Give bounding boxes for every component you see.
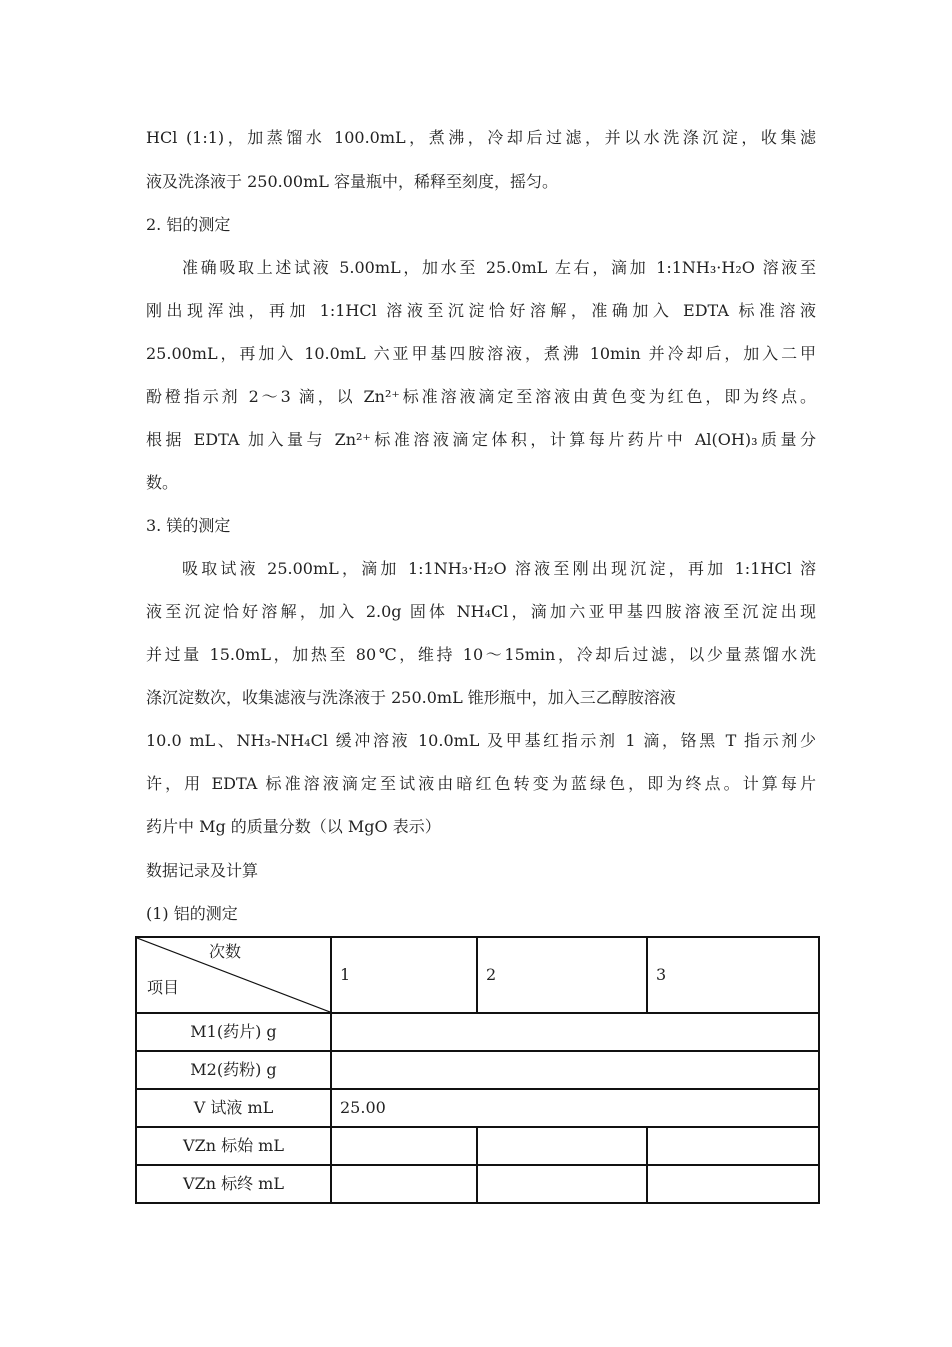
cell-vzn-end-3 (647, 1165, 819, 1203)
cell-vzn-start-2 (477, 1127, 647, 1165)
intro-line-1: HCl (1:1)，加蒸馏水 100.0mL，煮沸，冷却后过滤，并以水洗涤沉淀，收集滤 (146, 128, 816, 147)
al-paragraph-line-5: 根据 EDTA 加入量与 Zn²⁺标准溶液滴定体积，计算每片药片中 Al(OH)₃质量分 (146, 430, 816, 449)
table-row (136, 1127, 819, 1165)
mg-paragraph-line-2: 液至沉淀恰好溶解，加入 2.0g 固体 NH₄Cl，滴加六亚甲基四胺溶液至沉淀出现 (146, 602, 816, 621)
table-row (136, 1165, 819, 1203)
table-row (136, 1013, 819, 1051)
al-paragraph-line-3: 25.00mL，再加入 10.0mL 六亚甲基四胺溶液，煮沸 10min 并冷却后，加入二甲 (146, 344, 816, 363)
cell-vzn-start-3 (647, 1127, 819, 1165)
cell-vzn-end-2 (477, 1165, 647, 1203)
mg-paragraph-line-3: 并过量 15.0mL，加热至 80℃，维持 10～15min，冷却后过滤，以少量蒸馏水洗 (146, 645, 816, 664)
column-header-1: 1 (331, 937, 477, 1013)
corner-label-items: 项目 (147, 978, 180, 997)
row-value-m1 (331, 1013, 819, 1051)
mg-paragraph-line-6: 许，用 EDTA 标准溶液滴定至试液由暗红色转变为蓝绿色，即为终点。计算每片 (146, 774, 816, 793)
corner-label-trials: 次数 (209, 942, 242, 961)
row-label-vzn-end: VZn 标终 mL (136, 1165, 331, 1203)
column-header-2: 2 (477, 937, 647, 1013)
row-label-vzn-start: VZn 标始 mL (136, 1127, 331, 1165)
row-value-m2 (331, 1051, 819, 1089)
table-row (136, 1051, 819, 1089)
table-header-row (136, 937, 819, 1013)
corner-header-cell (136, 937, 331, 1013)
al-section-heading: 2. 铝的测定 (146, 215, 231, 234)
al-paragraph-line-2: 刚出现浑浊，再加 1:1HCl 溶液至沉淀恰好溶解，准确加入 EDTA 标准溶液 (146, 301, 816, 320)
row-label-m1: M1(药片) g (136, 1013, 331, 1051)
intro-line-2: 液及洗涤液于 250.00mL 容量瓶中，稀释至刻度，摇匀。 (146, 172, 558, 191)
cell-vzn-end-1 (331, 1165, 477, 1203)
mg-paragraph-line-7: 药片中 Mg 的质量分数（以 MgO 表示） (146, 817, 441, 836)
row-value-v-sample: 25.00 (331, 1089, 819, 1127)
mg-paragraph-line-4: 涤沉淀数次，收集滤液与洗涤液于 250.0mL 锥形瓶中，加入三乙醇胺溶液 (146, 688, 676, 707)
mg-section-heading: 3. 镁的测定 (146, 516, 231, 535)
mg-paragraph-line-1: 吸取试液 25.00mL，滴加 1:1NH₃·H₂O 溶液至刚出现沉淀，再加 1:1HCl 溶 (182, 559, 816, 578)
column-header-3: 3 (647, 937, 819, 1013)
mg-paragraph-line-5: 10.0 mL、NH₃-NH₄Cl 缓冲溶液 10.0mL 及甲基红指示剂 1 滴，铬黑 T 指示剂少 (146, 731, 816, 750)
data-heading: 数据记录及计算 (146, 861, 259, 880)
al-paragraph-line-6: 数。 (146, 473, 179, 492)
al-paragraph-line-1: 准确吸取上述试液 5.00mL，加水至 25.0mL 左右，滴加 1:1NH₃·H₂O 溶液至 (182, 258, 816, 277)
aluminum-data-table (135, 936, 820, 1204)
table-caption: (1) 铝的测定 (146, 904, 238, 923)
row-label-m2: M2(药粉) g (136, 1051, 331, 1089)
al-paragraph-line-4: 酚橙指示剂 2～3 滴，以 Zn²⁺标准溶液滴定至溶液由黄色变为红色，即为终点。 (146, 387, 816, 406)
row-label-v-sample: V 试液 mL (136, 1089, 331, 1127)
table-row (136, 1089, 819, 1127)
cell-vzn-start-1 (331, 1127, 477, 1165)
